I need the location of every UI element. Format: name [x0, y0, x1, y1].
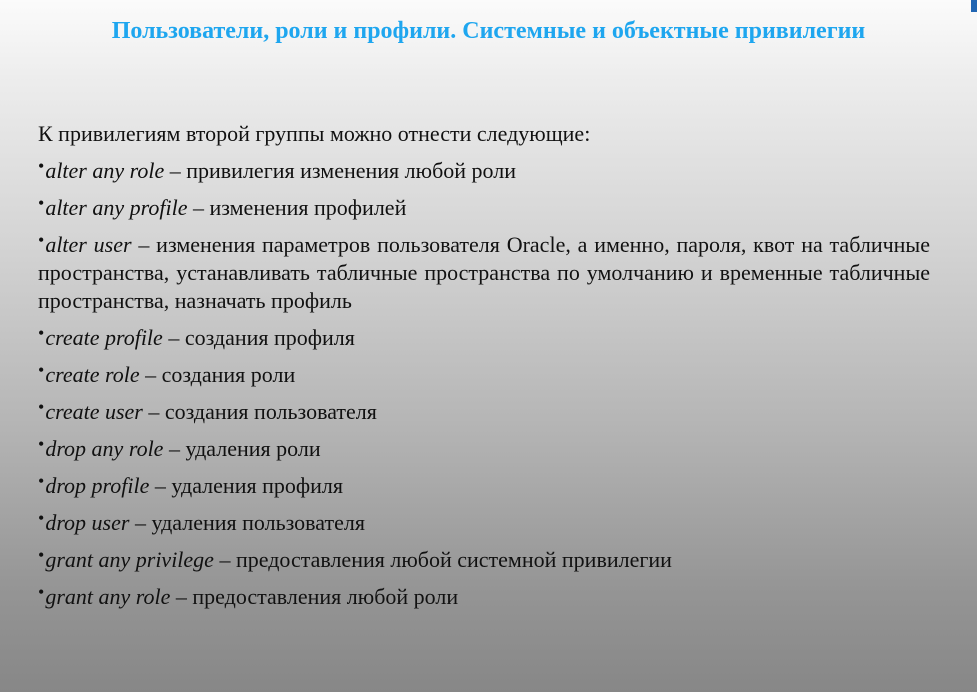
- list-item: [38, 546, 930, 574]
- bullet-icon: •: [38, 545, 45, 565]
- privilege-description: – удаления профиля: [149, 473, 343, 498]
- intro-text: К привилегиям второй группы можно отнести следующие:: [38, 121, 591, 146]
- bullet-icon: •: [38, 230, 45, 250]
- list-item: [38, 231, 930, 315]
- list-item: [38, 157, 930, 185]
- bullet-icon: •: [38, 434, 45, 454]
- list-item: [38, 361, 930, 389]
- privilege-name: grant any privilege: [45, 547, 214, 572]
- privilege-name: create role: [45, 362, 140, 387]
- list-item: [38, 583, 930, 611]
- list-item: [38, 472, 930, 500]
- list-item: [38, 509, 930, 537]
- privilege-description: – создания роли: [139, 362, 296, 387]
- privilege-name: drop any role: [45, 436, 164, 461]
- privilege-description: – удаления пользователя: [129, 510, 365, 535]
- bullet-icon: •: [38, 193, 45, 213]
- privilege-description: – удаления роли: [163, 436, 321, 461]
- list-item: [38, 398, 930, 426]
- privilege-name: create profile: [45, 325, 163, 350]
- privilege-description: – изменения профилей: [187, 195, 407, 220]
- list-item: [38, 194, 930, 222]
- slide-title: Пользователи, роли и профили. Системные и объектные привилегии: [111, 18, 866, 44]
- privilege-description: – изменения параметров пользователя Oracle, а именно, пароля, квот на табличные пространства, устанавливать табличные пространства по умолчанию и временные табличные пространства, назначать профиль: [38, 232, 930, 313]
- corner-marker: [971, 0, 977, 12]
- bullet-icon: •: [38, 323, 45, 343]
- privilege-description: – создания профиля: [162, 325, 355, 350]
- privilege-name: alter user: [45, 232, 132, 257]
- privilege-description: – предоставления любой роли: [170, 584, 459, 609]
- bullet-icon: •: [38, 360, 45, 380]
- privilege-name: alter any role: [45, 158, 165, 183]
- privilege-description: – предоставления любой системной привилегии: [213, 547, 672, 572]
- privilege-name: create user: [45, 399, 143, 424]
- privilege-name: grant any role: [45, 584, 171, 609]
- privilege-description: – привилегия изменения любой роли: [164, 158, 517, 183]
- privilege-name: alter any profile: [45, 195, 188, 220]
- slide-content: [38, 120, 930, 620]
- list-item: [38, 324, 930, 352]
- bullet-icon: •: [38, 471, 45, 491]
- privilege-name: drop profile: [45, 473, 150, 498]
- bullet-icon: •: [38, 582, 45, 602]
- privilege-name: drop user: [45, 510, 130, 535]
- bullet-icon: •: [38, 508, 45, 528]
- bullet-icon: •: [38, 156, 45, 176]
- list-item: [38, 435, 930, 463]
- privilege-description: – создания пользователя: [142, 399, 377, 424]
- bullet-icon: •: [38, 397, 45, 417]
